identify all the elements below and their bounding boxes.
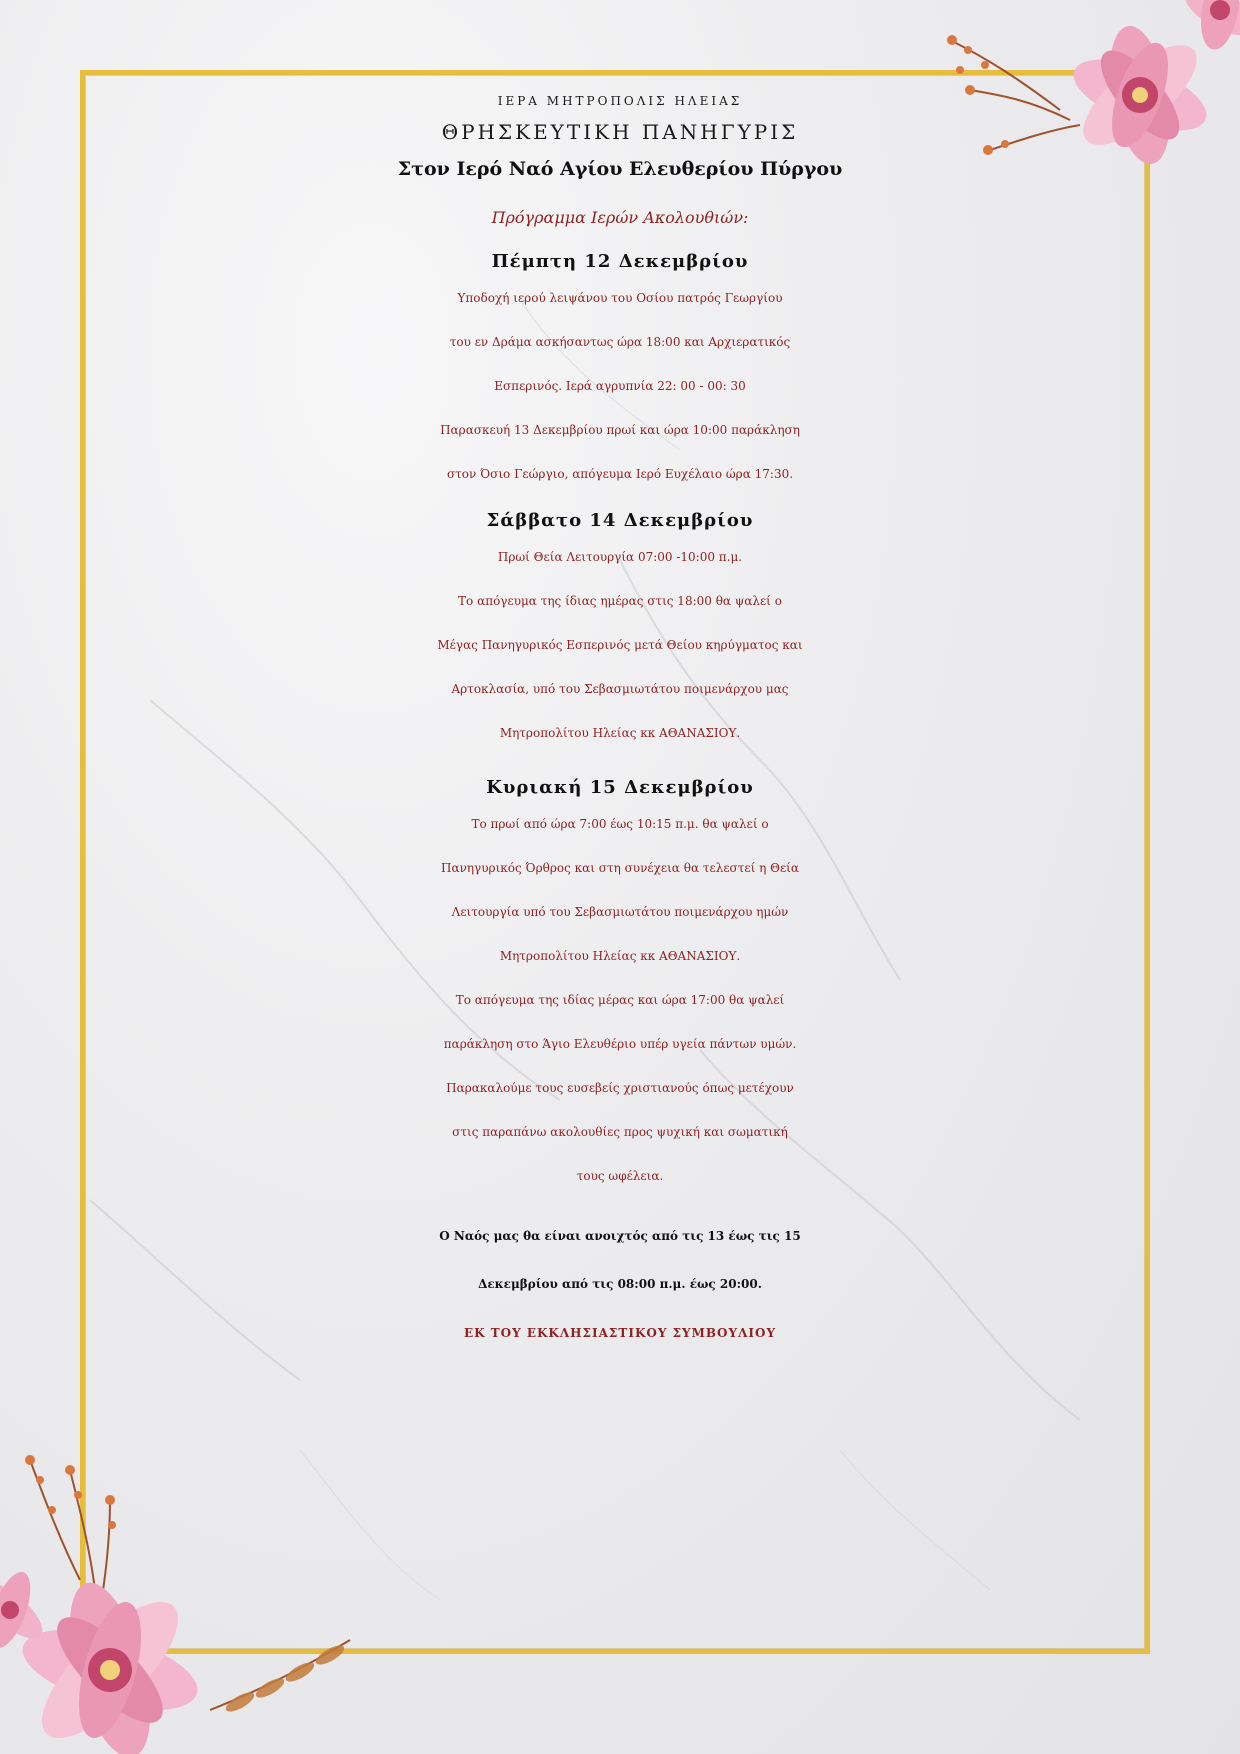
day-section-thursday <box>90 251 1150 496</box>
schedule-line: Υποδοχή ιερού λειψάνου του Οσίου πατρός Γεωργίου <box>457 291 783 305</box>
schedule-line: στον Όσιο Γεώργιο, απόγευμα Ιερό Ευχέλαιο ώρα 17:30. <box>446 467 794 481</box>
day-title: Κυριακή 15 Δεκεμβρίου <box>486 777 754 798</box>
schedule-line: στις παραπάνω ακολουθίες προς ψυχική και σωματική <box>452 1125 788 1139</box>
header-metropolis: ΙΕΡΑ ΜΗΤΡΟΠΟΛΙΣ ΗΛΕΙΑΣ <box>497 94 743 108</box>
signature: ΕΚ ΤΟΥ ΕΚΚΛΗΣΙΑΣΤΙΚΟΥ ΣΥΜΒΟΥΛΙΟΥ <box>463 1326 777 1340</box>
schedule-line: Μητροπολίτου Ηλείας κκ ΑΘΑΝΑΣΙΟΥ. <box>499 726 741 740</box>
schedule-line: του εν Δράμα ασκήσαντως ώρα 18:00 και Αρχιερατικός <box>449 335 791 349</box>
schedule-line: Λειτουργία υπό του Σεβασμιωτάτου ποιμενάρχου ημών <box>451 905 789 919</box>
schedule-line: Το απόγευμα της ίδιας ημέρας στις 18:00 θα ψαλεί ο <box>458 594 782 608</box>
opening-hours <box>90 1212 1150 1308</box>
schedule-line: Το απόγευμα της ιδίας μέρας και ώρα 17:00 θα ψαλεί <box>455 993 785 1007</box>
opening-line: Ο Ναός μας θα είναι ανοιχτός από τις 13 έως τις 15 <box>439 1229 801 1243</box>
poster-content <box>90 80 1150 1340</box>
header-church: Στον Ιερό Ναό Αγίου Ελευθερίου Πύργου <box>397 158 843 180</box>
day-title: Πέμπτη 12 Δεκεμβρίου <box>491 251 749 272</box>
schedule-line: Πανηγυρικός Όρθρος και στη συνέχεια θα τελεστεί η Θεία <box>441 861 799 875</box>
day-section-sunday <box>90 777 1150 1198</box>
schedule-line: Το πρωί από ώρα 7:00 έως 10:15 π.μ. θα ψαλεί ο <box>471 817 769 831</box>
header-festival: ΘΡΗΣΚΕΥΤΙΚΗ ΠΑΝΗΓΥΡΙΣ <box>441 120 799 144</box>
schedule-line: Πρωί Θεία Λειτουργία 07:00 -10:00 π.μ. <box>497 550 743 564</box>
schedule-line: Μητροπολίτου Ηλείας κκ ΑΘΑΝΑΣΙΟΥ. <box>499 949 741 963</box>
program-title: Πρόγραμμα Ιερών Ακολουθιών: <box>491 208 749 227</box>
schedule-line: Παρασκευή 13 Δεκεμβρίου πρωί και ώρα 10:00 παράκληση <box>440 423 800 437</box>
schedule-line: παράκληση στο Άγιο Ελευθέριο υπέρ υγεία πάντων υμών. <box>443 1037 797 1051</box>
schedule-line: τους ωφέλεια. <box>576 1169 664 1183</box>
schedule-line: Μέγας Πανηγυρικός Εσπερινός μετά Θείου κηρύγματος και <box>437 638 803 652</box>
schedule-line: Παρακαλούμε τους ευσεβείς χριστιανούς όπως μετέχουν <box>446 1081 794 1095</box>
opening-line: Δεκεμβρίου από τις 08:00 π.μ. έως 20:00. <box>478 1277 762 1291</box>
day-section-saturday <box>90 510 1150 755</box>
schedule-line: Εσπερινός. Ιερά αγρυπνία 22: 00 - 00: 30 <box>494 379 746 393</box>
day-title: Σάββατο 14 Δεκεμβρίου <box>486 510 754 531</box>
schedule-line: Αρτοκλασία, υπό του Σεβασμιωτάτου ποιμενάρχου μας <box>451 682 789 696</box>
